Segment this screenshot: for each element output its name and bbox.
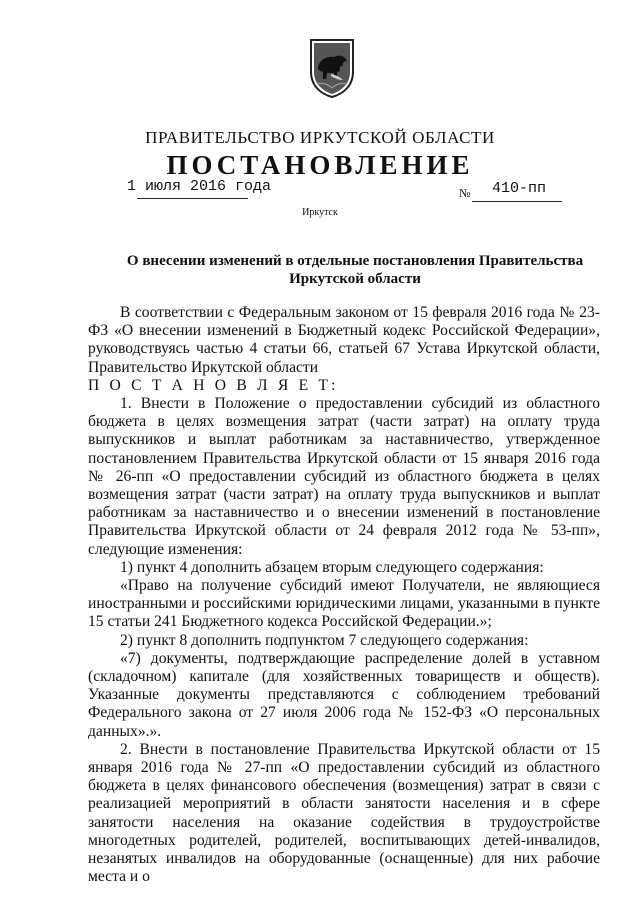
- decree-word: П О С Т А Н О В Л Я Е Т:: [88, 376, 339, 394]
- number-sign: №: [459, 186, 471, 200]
- preamble-paragraph: В соответствии с Федеральным законом от 15 февраля 2016 года № 23-ФЗ «О внесении изменений в Бюджетный кодекс Российской Федерации», руководствуясь частью 4 статьи 66, статьей 67 Устава Иркутской области, Правительство Иркутской области: [88, 304, 600, 376]
- clause-1-2-text: «7) документы, подтверждающие распределение долей в уставном (складочном) капитале (для хозяйственных товариществ и обществ). Указанные документы представляются с соблюдением требований Федерального закона от 27 июля 2006 года № 152-ФЗ «О персональных данных».».: [88, 649, 600, 740]
- clause-1-1-text: «Право на получение субсидий имеют Получатели, не являющиеся иностранными и российскими юридическими лицами, указанными в пункте 15 статьи 241 Бюджетного кодекса Российской Федерации.»;: [88, 577, 600, 631]
- document-body: [88, 304, 600, 887]
- document-subject: О внесении изменений в отдельные постановления Правительства Иркутской области: [126, 253, 584, 287]
- clause-1-1-paragraph: 1) пункт 4 дополнить абзацем вторым следующего содержания:: [120, 558, 544, 576]
- date-underline: [137, 198, 248, 199]
- clause-1-paragraph: 1. Внести в Положение о предоставлении субсидий из областного бюджета в целях возмещения затрат (части затрат) на оплату труда выпускников и выплат работникам за наставничество, утвержденное постановлением Правительства Иркутской области от 15 января 2016 года № 26-пп «О предоставлении субсидий из областного бюджета в целях возмещения затрат (части затрат) на оплату труда выпускников и выплат работникам за наставничество и о внесении изменений в постановление Правительства Иркутской области от 24 февраля 2012 года № 53-пп», следующие изменения:: [88, 395, 600, 558]
- coat-of-arms-icon: [309, 38, 355, 98]
- city-name: Иркутск: [302, 207, 338, 218]
- government-name: ПРАВИТЕЛЬСТВО ИРКУТСКОЙ ОБЛАСТИ: [145, 128, 495, 147]
- clause-2-paragraph: 2. Внести в постановление Правительства Иркутской области от 15 января 2016 года № 27-пп «О предоставлении субсидий из областного бюджета в целях финансового обеспечения (возмещения) затрат в связи с реализацией мероприятий в области занятости населения и в сфере занятости населения на оказание содействия в трудоустройстве многодетных родителей, родителей, воспитывающих детей-инвалидов, незанятых инвалидов на оборудованные (оснащенные) для них рабочие места и о: [88, 740, 600, 886]
- document-number: 410-пп: [492, 180, 547, 197]
- document-date: 1 июля 2016 года: [127, 178, 272, 195]
- number-underline: [472, 201, 562, 202]
- clause-1-2-paragraph: 2) пункт 8 дополнить подпунктом 7 следующего содержания:: [120, 631, 529, 649]
- document-type-title: ПОСТАНОВЛЕНИЕ: [166, 150, 474, 180]
